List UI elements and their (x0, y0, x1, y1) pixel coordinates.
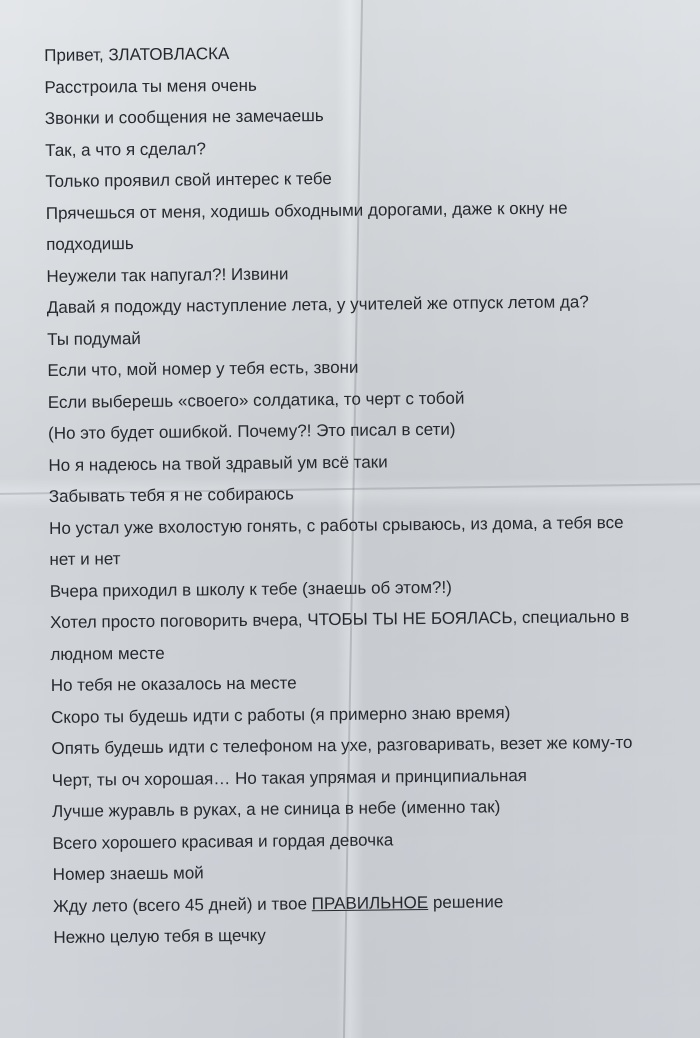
letter-line: Лучше журавль в руках, а не синица в небе (именно так) (51, 797, 501, 821)
letter-line: Если выберешь «своего» солдатика, то черт с тобой (47, 388, 465, 412)
letter-line: Опять будешь идти с телефоном на ухе, разговаривать, везет же кому-то (51, 732, 633, 758)
letter-line: Всего хорошего красивая и гордая девочка (52, 829, 394, 853)
letter-line: Расстроила ты меня очень (44, 75, 257, 97)
letter-line: Черт, ты оч хорошая… Но такая упрямая и принципиальная (51, 765, 528, 790)
letter-line: Звонки и сообщения не замечаешь (44, 106, 324, 128)
letter-line: людном месте (50, 643, 165, 664)
letter-line: Но я надеюсь на твой здравый ум всё таки (48, 451, 388, 475)
decision-text-after: решение (428, 891, 504, 912)
letter-line: Неужели так напугал?! Извини (46, 263, 289, 286)
letter-line: Привет, ЗЛАТОВЛАСКА (44, 44, 230, 65)
letter-line: Вчера приходил в школу к тебе (знаешь об этом?!) (49, 577, 452, 601)
letter-line: Ты подумай (47, 328, 141, 349)
letter-line: Прячешься от меня, ходишь обходными дорогами, даже к окну не (45, 198, 568, 223)
letter-line: Но тебя не оказалось на месте (50, 673, 297, 695)
letter-line: подходишь (46, 234, 134, 254)
letter-line: Номер знаешь мой (52, 863, 204, 884)
letter-line: нет и нет (49, 549, 121, 569)
letter-closing: Нежно целую тебя в щечку (53, 925, 266, 947)
letter-line: Так, а что я сделал? (45, 138, 207, 160)
letter-line: Но устал уже вхолостую гонять, с работы срываюсь, из дома, а тебя все (49, 512, 624, 538)
letter-line: Давай я подожду наступление лета, у учителей же отпуск летом да? (46, 292, 589, 317)
letter-line: Скоро ты будешь идти с работы (я примерно знаю время) (50, 702, 511, 727)
letter-line: Если что, мой номер у тебя есть, звони (47, 357, 359, 380)
letter-body (44, 34, 674, 954)
decision-underlined-word: ПРАВИЛЬНОЕ (311, 892, 429, 913)
letter-line: (Но это будет ошибкой. Почему?! Это писал в сети) (48, 419, 456, 443)
decision-text-before: Жду лето (всего 45 дней) и твое (52, 893, 312, 916)
letter-line: Хотел просто поговорить вчера, ЧТОБЫ ТЫ НЕ БОЯЛАСЬ, специально в (50, 606, 630, 632)
letter-line: Забывать тебя я не собираюсь (48, 484, 294, 506)
letter-line: Только проявил свой интерес к тебе (45, 168, 332, 191)
